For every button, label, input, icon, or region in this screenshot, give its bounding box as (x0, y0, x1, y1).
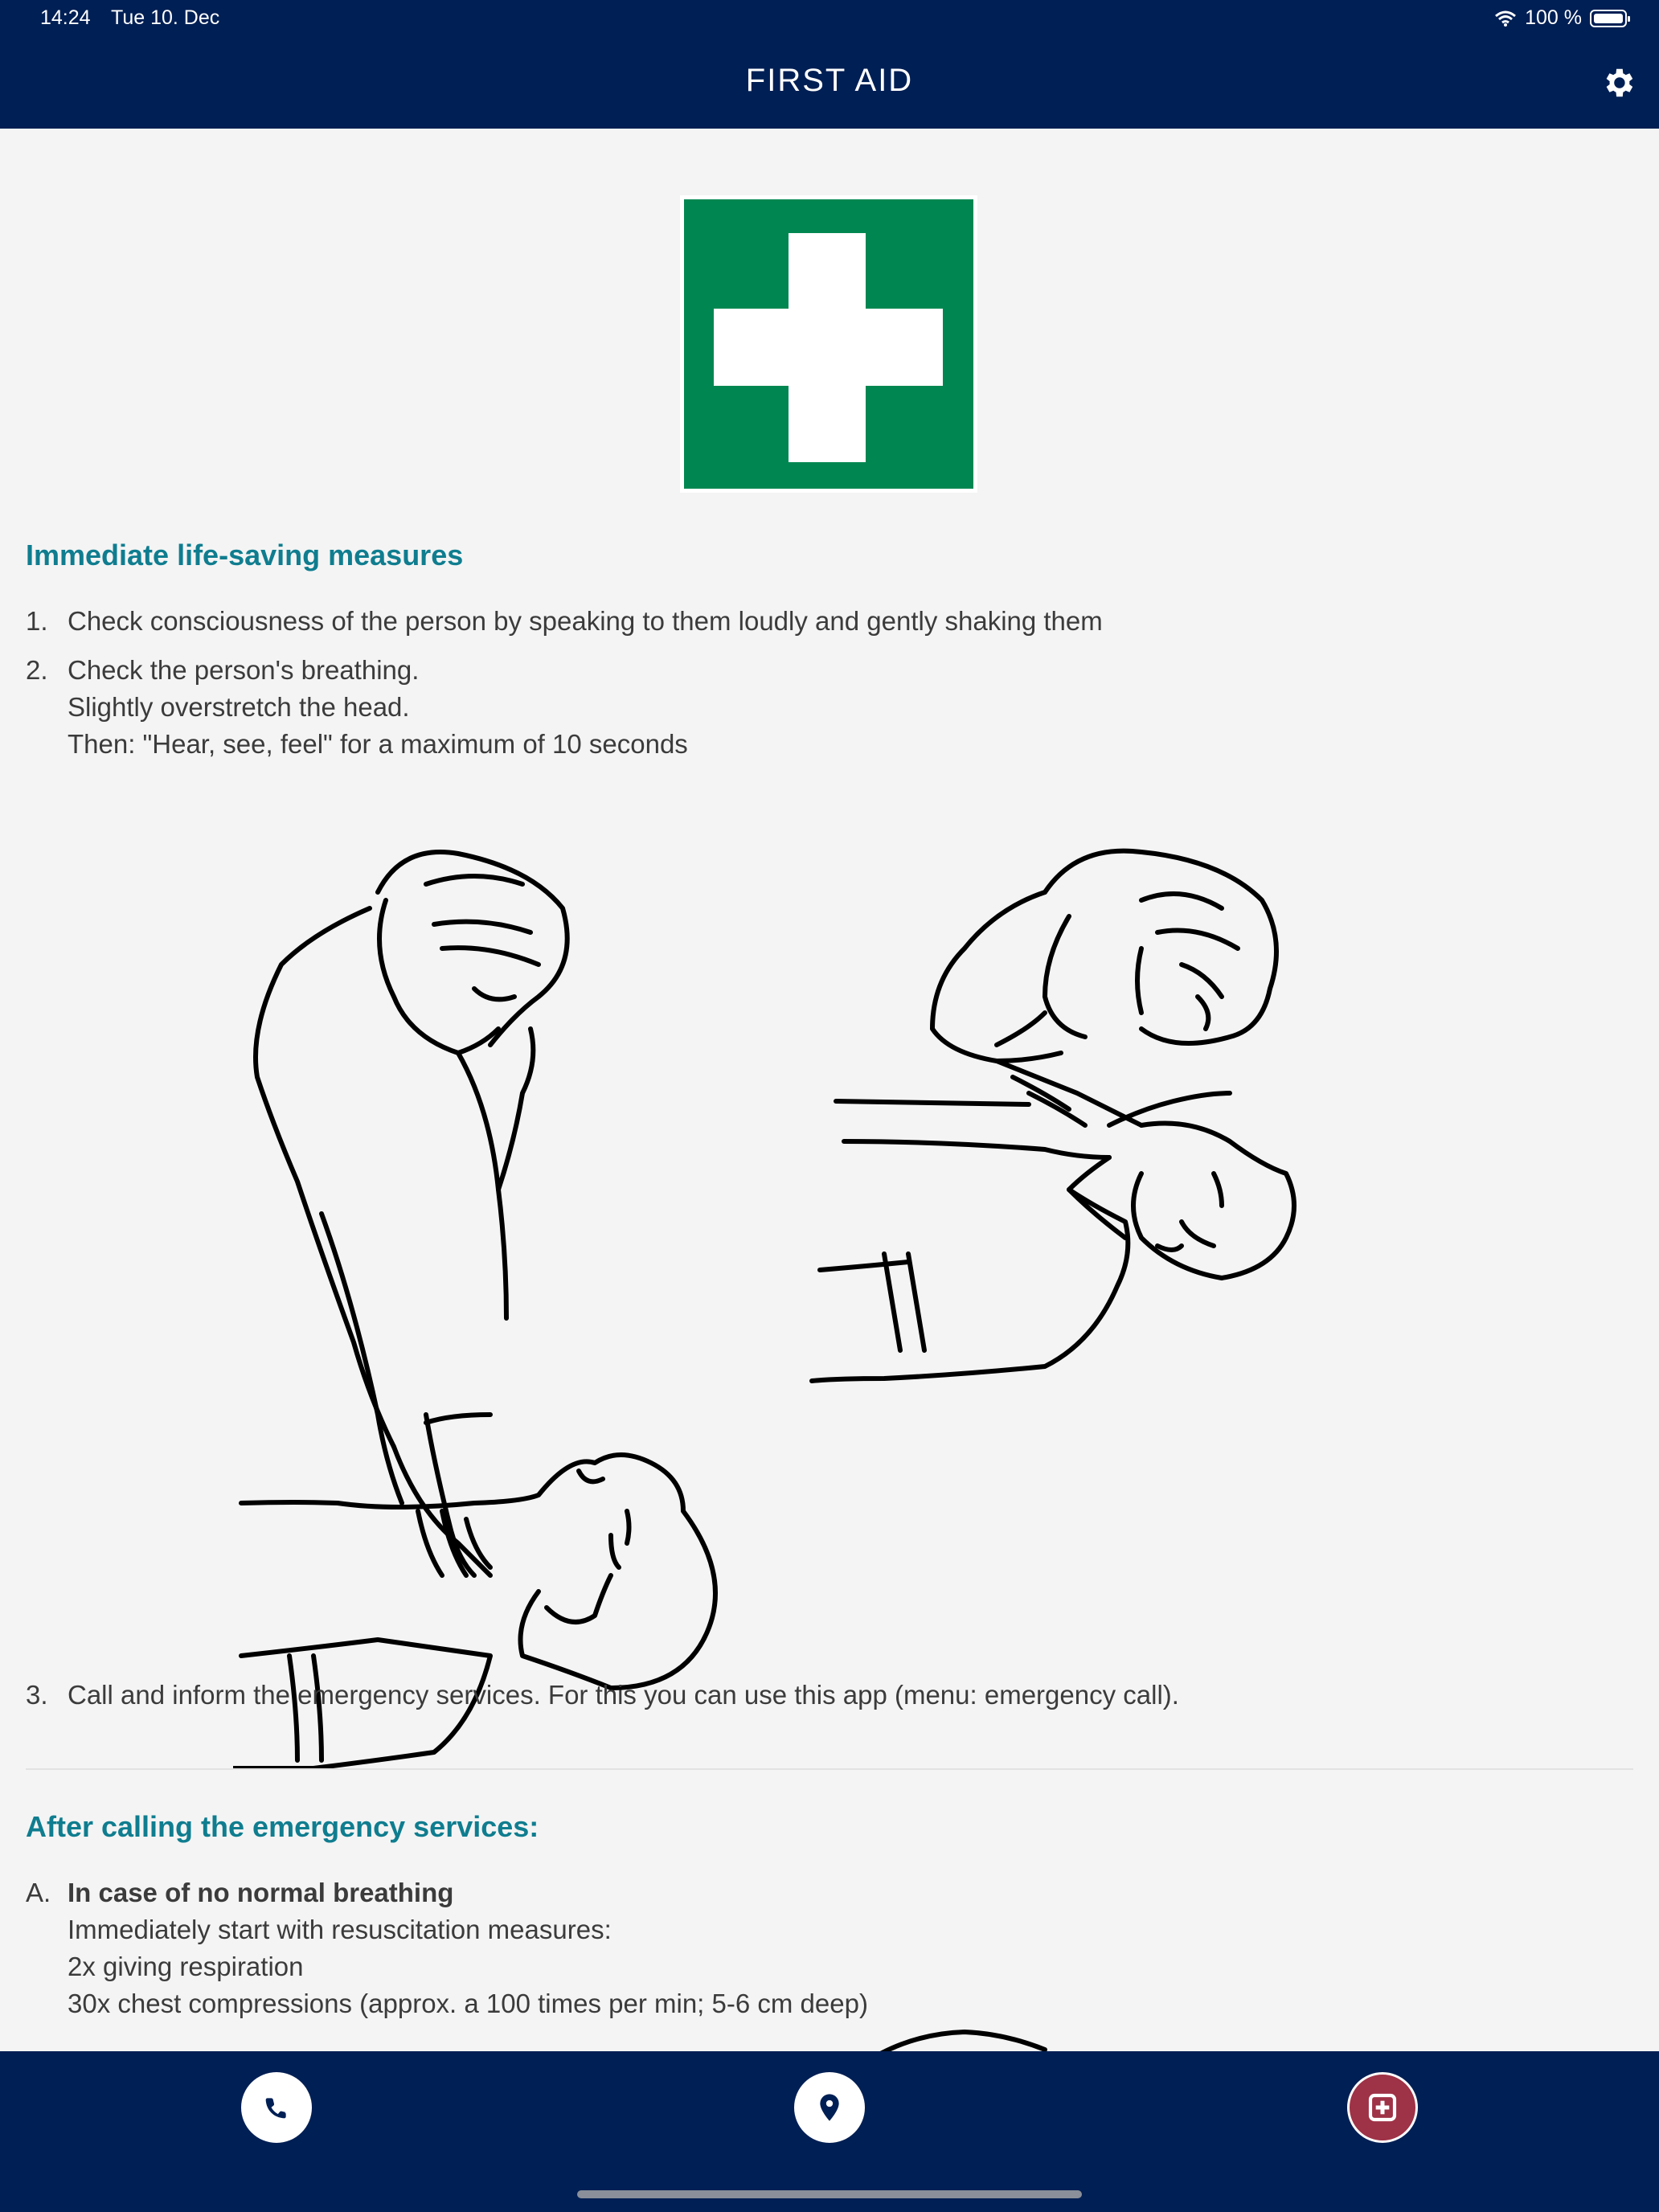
illustration-breathing-check (804, 788, 1399, 1399)
emergency-call-button[interactable] (241, 2072, 312, 2143)
status-time: 14:24 (40, 6, 91, 29)
status-indicators (1494, 6, 1627, 30)
phone-icon (260, 2091, 293, 2124)
wifi-icon (1494, 10, 1517, 27)
top-bar (0, 0, 1659, 129)
content-area[interactable] (0, 129, 1659, 2051)
section-title-immediate: Immediate life-saving measures (26, 539, 464, 571)
battery-icon (1590, 10, 1627, 27)
battery-percent: 100 % (1525, 6, 1582, 29)
list-item: 2. Check the person's breathing. Slightly overstretch the head. Then: "Hear, see, feel" for a maximum of 10 seconds (26, 655, 688, 759)
illustration-consciousness-check (233, 804, 748, 1768)
location-button[interactable] (794, 2072, 865, 2143)
gear-icon[interactable] (1600, 64, 1636, 101)
illustration-resuscitation-partial (868, 2017, 1061, 2051)
section-title-after-call: After calling the emergency services: (26, 1810, 539, 1843)
map-pin-icon (813, 2091, 846, 2124)
page-title: FIRST AID (745, 63, 914, 98)
home-indicator (577, 2190, 1082, 2198)
divider (26, 1768, 1633, 1770)
list-item: A. In case of no normal breathing Immediately start with resuscitation measures: 2x giving respiration 30x chest compressions (approx. a 100 times per min; 5-6 cm deep) (26, 1878, 868, 2018)
first-aid-cross-icon (680, 195, 977, 493)
first-aid-tab-button[interactable] (1347, 2072, 1418, 2143)
list-item: 1. Check consciousness of the person by speaking to them loudly and gently shaking them (26, 606, 1103, 636)
list-item: 3. Call and inform the emergency services. For this you can use this app (menu: emergency call). (26, 1680, 1179, 1710)
first-aid-icon (1366, 2091, 1399, 2124)
status-date: Tue 10. Dec (111, 6, 220, 29)
